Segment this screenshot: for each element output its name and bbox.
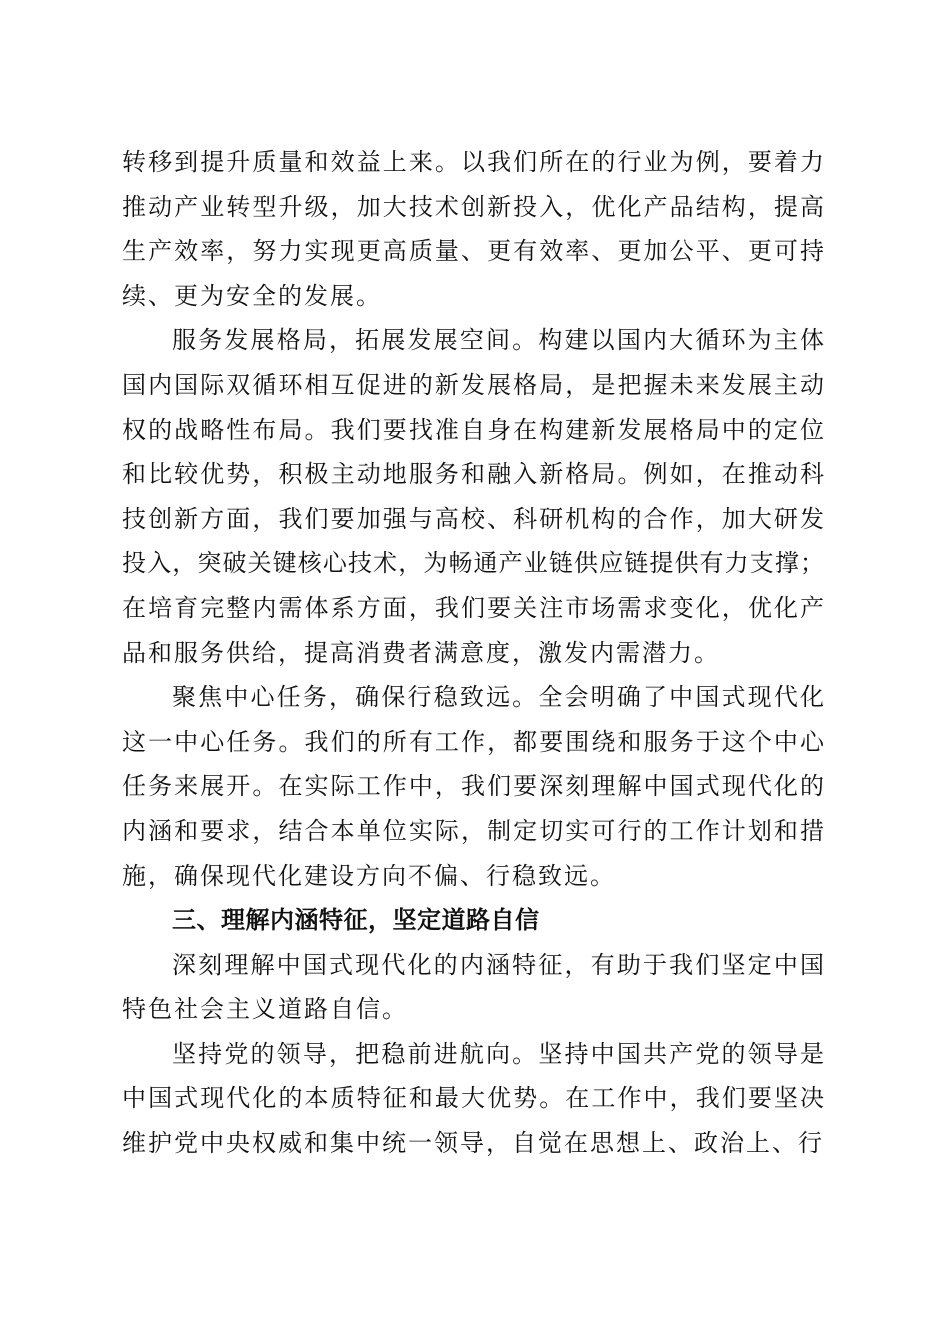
text-line: 深刻理解中国式现代化的内涵特征，有助于我们坚定中国 [172, 950, 824, 979]
paragraph [122, 943, 824, 1032]
text-line: 坚持党的领导，把稳前进航向。坚持中国共产党的领导是 [172, 1039, 824, 1068]
paragraph [122, 1032, 824, 1166]
text-line: 续、更为安全的发展。 [122, 281, 382, 310]
paragraph [122, 675, 824, 898]
text-line: 生产效率，努力实现更高质量、更有效率、更加公平、更可持 [122, 237, 824, 266]
heading-text: 三、理解内涵特征，坚定道路自信 [172, 906, 540, 935]
text-line: 推动产业转型升级，加大技术创新投入，优化产品结构，提高 [122, 192, 824, 221]
paragraph [122, 140, 824, 318]
text-line: 转移到提升质量和效益上来。以我们所在的行业为例，要着力 [122, 148, 824, 176]
text-line: 施，确保现代化建设方向不偏、行稳致远。 [122, 861, 616, 890]
text-line: 这一中心任务。我们的所有工作，都要围绕和服务于这个中心 [122, 727, 824, 756]
text-line: 中国式现代化的本质特征和最大优势。在工作中，我们要坚决 [122, 1084, 824, 1113]
text-line: 国内国际双循环相互促进的新发展格局，是把握未来发展主动 [122, 370, 824, 399]
text-line: 服务发展格局，拓展发展空间。构建以国内大循环为主体 [172, 326, 824, 355]
text-line: 任务来展开。在实际工作中，我们要深刻理解中国式现代化的 [122, 772, 824, 801]
text-line: 和比较优势，积极主动地服务和融入新格局。例如，在推动科 [122, 460, 824, 489]
paragraph [122, 318, 824, 675]
section-heading [122, 898, 824, 943]
text-line: 在培育完整内需体系方面，我们要关注市场需求变化，优化产 [122, 593, 824, 622]
text-line: 品和服务供给，提高消费者满意度，激发内需潜力。 [122, 638, 720, 667]
text-line: 维护党中央权威和集中统一领导，自觉在思想上、政治上、行 [122, 1129, 824, 1158]
text-line: 投入，突破关键核心技术，为畅通产业链供应链提供有力支撑； [122, 549, 824, 578]
document-page [122, 140, 824, 1166]
text-line: 权的战略性布局。我们要找准自身在构建新发展格局中的定位 [122, 415, 824, 444]
text-line: 内涵和要求，结合本单位实际，制定切实可行的工作计划和措 [122, 816, 824, 845]
text-line: 技创新方面，我们要加强与高校、科研机构的合作，加大研发 [122, 504, 824, 533]
text-line: 聚焦中心任务，确保行稳致远。全会明确了中国式现代化 [172, 683, 824, 712]
text-line: 特色社会主义道路自信。 [122, 995, 408, 1024]
